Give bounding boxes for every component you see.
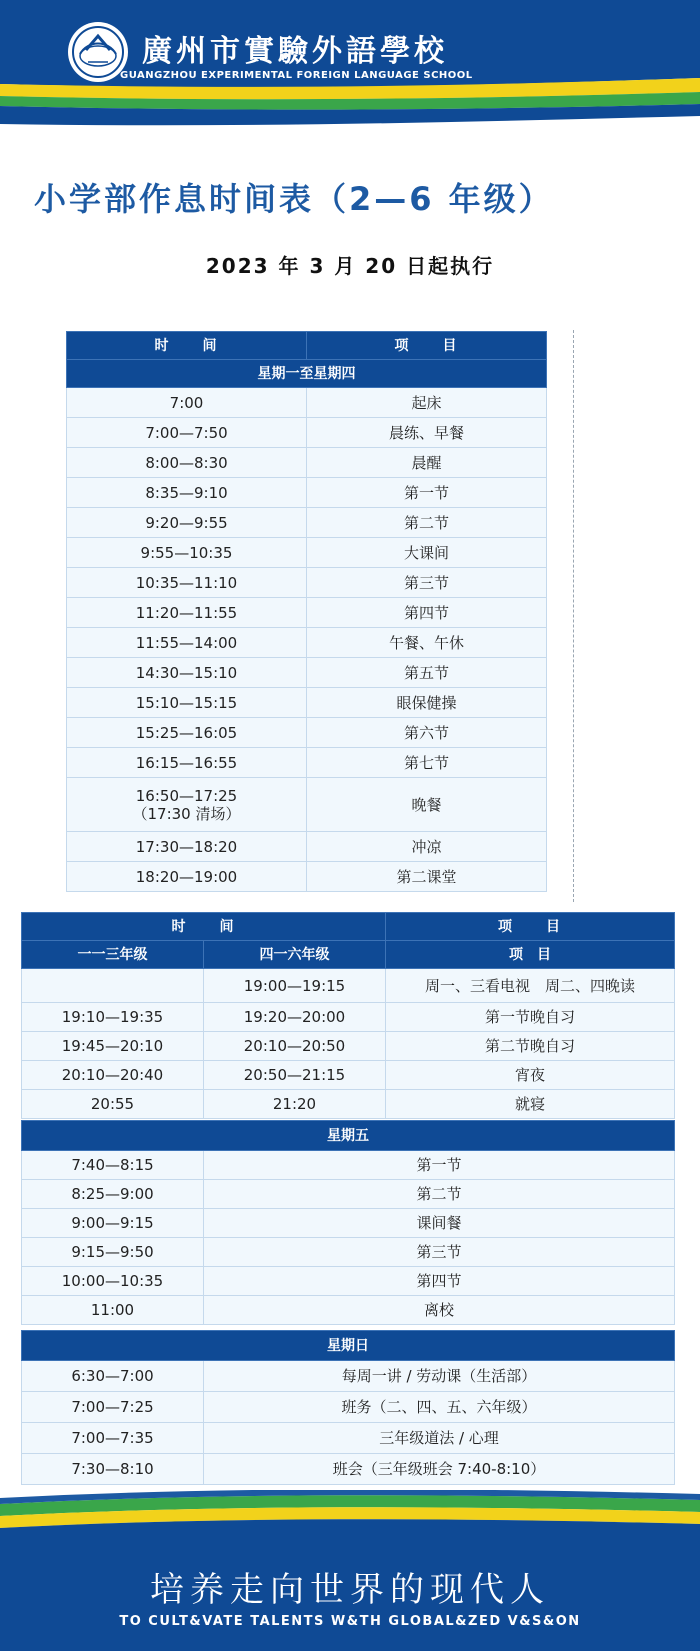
time-cell: 7:00—7:50 — [67, 418, 307, 448]
item-cell: 周一、三看电视 周二、四晚读 — [386, 969, 675, 1003]
dashed-divider — [573, 330, 574, 902]
section-row — [22, 1331, 675, 1361]
table-row — [67, 718, 547, 748]
table-row — [22, 1454, 675, 1485]
item-cell: 离校 — [204, 1296, 675, 1325]
section-label-mon-thu: 星期一至星期四 — [67, 360, 547, 388]
item-cell: 第五节 — [307, 658, 547, 688]
time-cell-grades-4-6: 20:10—20:50 — [204, 1032, 386, 1061]
school-name-english: GUANGZHOU EXPERIMENTAL FOREIGN LANGUAGE SCHOOL — [120, 70, 473, 81]
time-cell: 17:30—18:20 — [67, 832, 307, 862]
item-cell: 三年级道法 / 心理 — [204, 1423, 675, 1454]
time-cell-grades-4-6: 19:00—19:15 — [204, 969, 386, 1003]
column-header-item: 项 目 — [307, 332, 547, 360]
column-header-time: 时 间 — [67, 332, 307, 360]
table-header-row — [22, 913, 675, 941]
friday-schedule-table — [21, 1120, 675, 1325]
table-row — [67, 832, 547, 862]
item-cell: 就寝 — [386, 1090, 675, 1119]
table-row — [67, 568, 547, 598]
header-banner — [0, 0, 700, 140]
table-row — [22, 969, 675, 1003]
item-cell: 第二节 — [204, 1180, 675, 1209]
table-row — [22, 1296, 675, 1325]
time-cell: 6:30—7:00 — [22, 1361, 204, 1392]
item-cell: 大课间 — [307, 538, 547, 568]
time-cell: 7:00—7:35 — [22, 1423, 204, 1454]
item-cell: 第一节 — [307, 478, 547, 508]
school-name-chinese: 廣州市實驗外語學校 — [142, 34, 448, 69]
table-row — [67, 388, 547, 418]
time-cell-grades-4-6: 20:50—21:15 — [204, 1061, 386, 1090]
table-row — [22, 1238, 675, 1267]
section-label-sunday: 星期日 — [22, 1331, 675, 1361]
item-cell: 晨练、早餐 — [307, 418, 547, 448]
slogan-english: TO CULT&VATE TALENTS W&TH GLOBAL&ZED V&S&ON — [119, 1614, 581, 1629]
time-cell: 15:10—15:15 — [67, 688, 307, 718]
table-row — [67, 598, 547, 628]
table-row — [22, 1423, 675, 1454]
time-cell: 10:35—11:10 — [67, 568, 307, 598]
item-cell: 第三节 — [204, 1238, 675, 1267]
time-cell-grades-4-6: 21:20 — [204, 1090, 386, 1119]
sub-header-row — [22, 941, 675, 969]
table-row — [22, 1090, 675, 1119]
sunday-schedule-table — [21, 1330, 675, 1485]
table-row — [22, 1361, 675, 1392]
item-cell: 第三节 — [307, 568, 547, 598]
item-cell: 眼保健操 — [307, 688, 547, 718]
time-cell: 8:25—9:00 — [22, 1180, 204, 1209]
time-cell: 8:00—8:30 — [67, 448, 307, 478]
time-cell-grades-1-3: 20:10—20:40 — [22, 1061, 204, 1090]
item-cell: 每周一讲 / 劳动课（生活部） — [204, 1361, 675, 1392]
table-row — [22, 1003, 675, 1032]
table-row — [67, 748, 547, 778]
weekday-schedule-table — [66, 331, 547, 892]
table-header-row — [67, 332, 547, 360]
item-cell: 晚餐 — [307, 778, 547, 832]
column-header-time: 时 间 — [22, 913, 386, 941]
time-cell: 14:30—15:10 — [67, 658, 307, 688]
dinner-time: 16:50—17:25 — [135, 786, 238, 805]
item-cell: 冲凉 — [307, 832, 547, 862]
item-cell: 课间餐 — [204, 1209, 675, 1238]
table-row — [22, 1209, 675, 1238]
item-cell: 班会（三年级班会 7:40-8:10） — [204, 1454, 675, 1485]
section-row — [67, 360, 547, 388]
table-row — [67, 538, 547, 568]
time-cell: 9:15—9:50 — [22, 1238, 204, 1267]
table-row — [67, 688, 547, 718]
time-cell: 7:40—8:15 — [22, 1151, 204, 1180]
table-row — [22, 1151, 675, 1180]
time-cell-grades-1-3 — [22, 969, 204, 1003]
item-cell: 第一节 — [204, 1151, 675, 1180]
table-row — [22, 1180, 675, 1209]
time-cell: 9:00—9:15 — [22, 1209, 204, 1238]
item-cell: 第二课堂 — [307, 862, 547, 892]
time-cell-grades-1-3: 20:55 — [22, 1090, 204, 1119]
time-cell-grades-1-3: 19:45—20:10 — [22, 1032, 204, 1061]
time-cell: 11:20—11:55 — [67, 598, 307, 628]
table-row — [67, 778, 547, 832]
effective-date: 2023 年 3 月 20 日起执行 — [205, 254, 495, 278]
item-cell: 第七节 — [307, 748, 547, 778]
footer-banner — [0, 1490, 700, 1651]
time-cell: 10:00—10:35 — [22, 1267, 204, 1296]
sub-header-grades-4-6: 四一六年级 — [204, 941, 386, 969]
item-cell: 第一节晚自习 — [386, 1003, 675, 1032]
time-cell: 16:15—16:55 — [67, 748, 307, 778]
time-cell: 7:00 — [67, 388, 307, 418]
time-cell — [67, 778, 307, 832]
table-row — [67, 658, 547, 688]
time-cell: 7:00—7:25 — [22, 1392, 204, 1423]
table-row — [67, 862, 547, 892]
time-cell: 18:20—19:00 — [67, 862, 307, 892]
column-header-item: 项 目 — [386, 913, 675, 941]
time-cell-grades-1-3: 19:10—19:35 — [22, 1003, 204, 1032]
item-cell: 宵夜 — [386, 1061, 675, 1090]
item-cell: 起床 — [307, 388, 547, 418]
sub-header-item: 项 目 — [386, 941, 675, 969]
slogan-chinese: 培养走向世界的现代人 — [150, 1570, 550, 1610]
item-cell: 第四节 — [307, 598, 547, 628]
section-label-friday: 星期五 — [22, 1121, 675, 1151]
item-cell: 第四节 — [204, 1267, 675, 1296]
section-row — [22, 1121, 675, 1151]
time-cell: 9:20—9:55 — [67, 508, 307, 538]
sub-header-grades-1-3: 一一三年级 — [22, 941, 204, 969]
table-row — [67, 508, 547, 538]
table-row — [22, 1267, 675, 1296]
table-row — [22, 1032, 675, 1061]
evening-schedule-table — [21, 912, 675, 1119]
table-row — [22, 1061, 675, 1090]
table-row — [67, 628, 547, 658]
page-title: 小学部作息时间表（2—6 年级） — [34, 180, 554, 218]
time-cell: 11:55—14:00 — [67, 628, 307, 658]
time-cell: 7:30—8:10 — [22, 1454, 204, 1485]
table-row — [67, 418, 547, 448]
dinner-note: （17:30 清场） — [132, 804, 241, 823]
item-cell: 晨醒 — [307, 448, 547, 478]
item-cell: 第二节 — [307, 508, 547, 538]
time-cell: 15:25—16:05 — [67, 718, 307, 748]
item-cell: 第六节 — [307, 718, 547, 748]
item-cell: 午餐、午休 — [307, 628, 547, 658]
item-cell: 第二节晚自习 — [386, 1032, 675, 1061]
table-row — [67, 478, 547, 508]
time-cell: 11:00 — [22, 1296, 204, 1325]
time-cell-grades-4-6: 19:20—20:00 — [204, 1003, 386, 1032]
time-cell: 8:35—9:10 — [67, 478, 307, 508]
table-row — [22, 1392, 675, 1423]
time-cell: 9:55—10:35 — [67, 538, 307, 568]
table-row — [67, 448, 547, 478]
item-cell: 班务（二、四、五、六年级） — [204, 1392, 675, 1423]
